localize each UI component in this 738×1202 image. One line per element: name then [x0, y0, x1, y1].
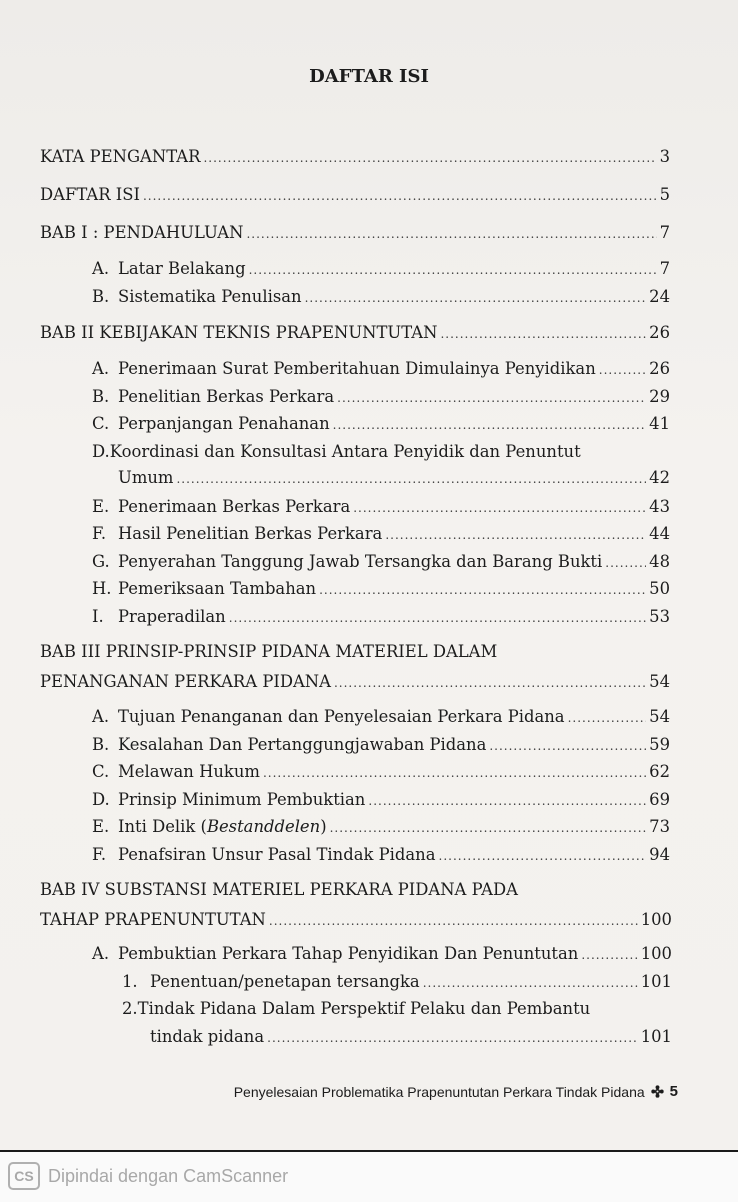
toc-page-number: 26: [649, 359, 670, 378]
toc-entry-text: Pemeriksaan Tambahan: [118, 579, 317, 598]
toc-entry-text: Koordinasi dan Konsultasi Antara Penyidik dan Penuntut: [109, 442, 581, 461]
toc-entry-label: [92, 943, 578, 965]
toc-page-number: 48: [649, 552, 670, 571]
toc-entry-label: [40, 222, 243, 244]
toc-entry-bab2: [40, 322, 670, 345]
toc-entry-bab4-a2b: [150, 1026, 672, 1049]
toc-leader-dots: [305, 287, 647, 309]
toc-entry-number: D.: [92, 790, 110, 809]
toc-entry-text: Praperadilan: [118, 607, 226, 626]
toc-entry-text: Penafsiran Unsur Pasal Tindak Pidana: [118, 845, 436, 864]
toc-page-number: 29: [649, 387, 670, 406]
toc-entry-number: A.: [92, 944, 110, 963]
toc-entry-bab4-2: [40, 909, 672, 932]
toc-leader-dots: [319, 579, 646, 601]
toc-entry-number: C.: [92, 414, 110, 433]
toc-entry-label: [150, 1026, 264, 1048]
toc-entry-italic-term: Bestanddelen: [206, 817, 321, 836]
toc-entry-bab3-f: [92, 844, 670, 867]
toc-entry-text: Tujuan Penanganan dan Penyelesaian Perkara Pidana: [118, 707, 565, 726]
toc-entry-text: BAB III PRINSIP-PRINSIP PIDANA MATERIEL DALAM: [40, 642, 498, 661]
toc-entry-bab2-h: [92, 578, 670, 601]
toc-entry-text: Inti Delik (: [118, 817, 207, 836]
toc-page-number: 53: [649, 607, 670, 626]
toc-entry-label: [118, 467, 173, 489]
toc-page-number: 42: [649, 468, 670, 487]
toc-entry-label: [92, 844, 436, 866]
toc-leader-dots: [246, 223, 656, 245]
toc-page-number: 43: [649, 497, 670, 516]
toc-entry-label: [40, 880, 518, 899]
toc-leader-dots: [581, 944, 637, 966]
toc-leader-dots: [599, 359, 646, 381]
toc-page-number: 26: [649, 323, 670, 342]
toc-leader-dots: [176, 468, 646, 490]
toc-entry-number: 1.: [122, 972, 138, 991]
toc-page-number: 7: [659, 259, 670, 278]
toc-leader-dots: [605, 552, 646, 574]
toc-entry-bab3-e: [92, 816, 670, 839]
toc-entry-number: B.: [92, 387, 110, 406]
toc-entry-bab4-a: [92, 943, 672, 966]
toc-entry-label: [92, 816, 327, 838]
toc-entry-label: [40, 642, 497, 661]
toc-entry-number: H.: [92, 579, 112, 598]
toc-entry-text: Perpanjangan Penahanan: [118, 414, 330, 433]
toc-leader-dots: [143, 185, 657, 207]
toc-leader-dots: [333, 414, 647, 436]
toc-entry-text: TAHAP PRAPENUNTUTAN: [40, 910, 266, 929]
toc-page-number: 100: [640, 910, 672, 929]
toc-entry-text: KATA PENGANTAR: [40, 147, 201, 166]
toc-leader-dots: [568, 707, 647, 729]
toc-entry-label: [92, 523, 382, 545]
toc-entry-bab1: [40, 222, 670, 245]
toc-leader-dots: [330, 817, 647, 839]
toc-entry-label: [92, 286, 302, 308]
toc-entry-text: Hasil Penelitian Berkas Perkara: [118, 524, 383, 543]
toc-entry-number: I.: [92, 607, 104, 626]
toc-entry-bab2-e: [92, 496, 670, 519]
toc-page-number: 3: [659, 147, 670, 166]
toc-entry-text: Latar Belakang: [118, 259, 246, 278]
toc-entry-bab3-a: [92, 706, 670, 729]
toc-entry-label: [92, 386, 334, 408]
toc-entry-bab1-a: [92, 258, 670, 281]
toc-entry-text: Penyerahan Tanggung Jawab Tersangka dan Barang Bukti: [118, 552, 603, 571]
toc-entry-label: [40, 184, 140, 206]
toc-page-number: 7: [659, 223, 670, 242]
footer-book-title: Penyelesaian Problematika Prapenuntutan Perkara Tindak Pidana: [233, 1083, 645, 1100]
toc-page-number: 44: [649, 524, 670, 543]
toc-entry-text: BAB I : PENDAHULUAN: [40, 223, 244, 242]
toc-entry-label: [92, 413, 330, 435]
toc-leader-dots: [267, 1027, 638, 1049]
toc-leader-dots: [353, 497, 646, 519]
toc-entry-bab3-c: [92, 761, 670, 784]
toc-entry-bab1-b: [92, 286, 670, 309]
toc-entry-bab2-d2: [118, 467, 670, 490]
toc-page-number: 73: [649, 817, 670, 836]
toc-entry-daftar-isi: [40, 184, 670, 207]
page-title: DAFTAR ISI: [309, 66, 429, 87]
toc-page-number: 100: [640, 944, 672, 963]
toc-leader-dots: [385, 524, 646, 546]
toc-page-number: 94: [649, 845, 670, 864]
toc-entry-label: [92, 706, 565, 728]
toc-leader-dots: [337, 387, 646, 409]
toc-entry-text: Prinsip Minimum Pembuktian: [118, 790, 366, 809]
toc-entry-number: G.: [92, 552, 110, 571]
toc-entry-number: E.: [92, 497, 110, 516]
toc-entry-text: PENANGANAN PERKARA PIDANA: [40, 672, 331, 691]
toc-entry-number: 2.: [122, 999, 138, 1018]
toc-entry-label: [92, 789, 365, 811]
toc-entry-label: [92, 606, 226, 628]
toc-page-number: 69: [649, 790, 670, 809]
toc-entry-bab2-i: [92, 606, 670, 629]
toc-entry-label: [40, 322, 437, 344]
toc-entry-text: Penerimaan Berkas Perkara: [118, 497, 351, 516]
toc-entry-bab3-1: [40, 641, 497, 663]
toc-entry-text: BAB II KEBIJAKAN TEKNIS PRAPENUNTUTAN: [40, 323, 438, 342]
toc-page-number: 62: [649, 762, 670, 781]
toc-leader-dots: [229, 607, 646, 629]
footer-page-number: 5: [669, 1083, 678, 1100]
toc-page-number: 54: [649, 707, 670, 726]
toc-entry-number: A.: [92, 707, 110, 726]
toc-entry-text: Penelitian Berkas Perkara: [118, 387, 335, 406]
toc-page-number: 54: [649, 672, 670, 691]
page-footer: [234, 1083, 678, 1100]
toc-leader-dots: [368, 790, 646, 812]
toc-entry-text: BAB IV SUBSTANSI MATERIEL PERKARA PIDANA PADA: [40, 880, 518, 899]
toc-entry-label: [40, 146, 200, 168]
toc-entry-label: [92, 442, 581, 461]
toc-entry-text: Pembuktian Perkara Tahap Penyidikan Dan Penuntutan: [118, 944, 579, 963]
toc-entry-bab2-f: [92, 523, 670, 546]
toc-leader-dots: [249, 259, 657, 281]
toc-entry-label: [122, 971, 420, 993]
toc-entry-text: Sistematika Penulisan: [118, 287, 302, 306]
toc-entry-bab4-a1: [122, 971, 672, 994]
toc-entry-label: [92, 578, 316, 600]
scanner-text: Dipindai dengan CamScanner: [48, 1165, 289, 1186]
toc-entry-text: Kesalahan Dan Pertanggungjawaban Pidana: [118, 735, 487, 754]
toc-page-number: 101: [640, 1027, 672, 1046]
toc-entry-text: Melawan Hukum: [118, 762, 260, 781]
toc-entry-text: Penentuan/penetapan tersangka: [150, 972, 420, 991]
toc-entry-text: Penerimaan Surat Pemberitahuan Dimulainya Penyidikan: [118, 359, 596, 378]
toc-entry-number: B.: [92, 735, 110, 754]
toc-entry-bab2-b: [92, 386, 670, 409]
toc-entry-number: A.: [92, 259, 110, 278]
toc-entry-bab2-d1: [92, 441, 581, 463]
toc-entry-label: [122, 999, 590, 1018]
toc-entry-number: D.: [92, 442, 110, 461]
toc-entry-label: [92, 734, 486, 756]
toc-page-number: 5: [659, 185, 670, 204]
toc-entry-number: A.: [92, 359, 110, 378]
toc-entry-label: [92, 258, 246, 280]
toc-entry-label: [40, 671, 331, 693]
toc-entry-bab4-a2a: [122, 998, 590, 1020]
toc-entry-bab2-c: [92, 413, 670, 436]
toc-entry-number: E.: [92, 817, 110, 836]
toc-entry-bab2-a: [92, 358, 670, 381]
toc-entry-text: tindak pidana: [150, 1027, 265, 1046]
toc-leader-dots: [203, 147, 656, 169]
toc-entry-bab3-d: [92, 789, 670, 812]
toc-page-number: 41: [649, 414, 670, 433]
toc-leader-dots: [439, 845, 647, 867]
toc-leader-dots: [334, 672, 646, 694]
toc-leader-dots: [440, 323, 646, 345]
toc-page-number: 59: [649, 735, 670, 754]
toc-entry-bab3-b: [92, 734, 670, 757]
toc-entry-text: Umum: [118, 468, 174, 487]
toc-page-number: 101: [640, 972, 672, 991]
toc-entry-label: [92, 551, 602, 573]
flower-icon: [651, 1085, 664, 1098]
toc-leader-dots: [263, 762, 646, 784]
toc-entry-text: DAFTAR ISI: [40, 185, 140, 204]
toc-entry-kata-pengantar: [40, 146, 670, 169]
toc-entry-bab2-g: [92, 551, 670, 574]
toc-entry-label: [92, 761, 260, 783]
toc-leader-dots: [423, 972, 638, 994]
toc-entry-text: Tindak Pidana Dalam Perspektif Pelaku dan Pembantu: [137, 999, 591, 1018]
toc-entry-label: [92, 496, 350, 518]
toc-entry-number: F.: [92, 845, 107, 864]
scanner-watermark: [8, 1162, 288, 1190]
toc-page-number: 50: [649, 579, 670, 598]
toc-entry-label: [92, 358, 596, 380]
toc-entry-label: [40, 909, 266, 931]
toc-entry-bab3-2: [40, 671, 670, 694]
toc-entry-number: B.: [92, 287, 110, 306]
toc-entry-text-after: ): [320, 817, 327, 836]
camscanner-logo-icon: CS: [8, 1162, 40, 1190]
toc-page-number: 24: [649, 287, 670, 306]
toc-entry-bab4-1: [40, 879, 518, 901]
toc-entry-number: F.: [92, 524, 107, 543]
toc-leader-dots: [489, 735, 646, 757]
toc-leader-dots: [269, 910, 638, 932]
toc-entry-number: C.: [92, 762, 110, 781]
